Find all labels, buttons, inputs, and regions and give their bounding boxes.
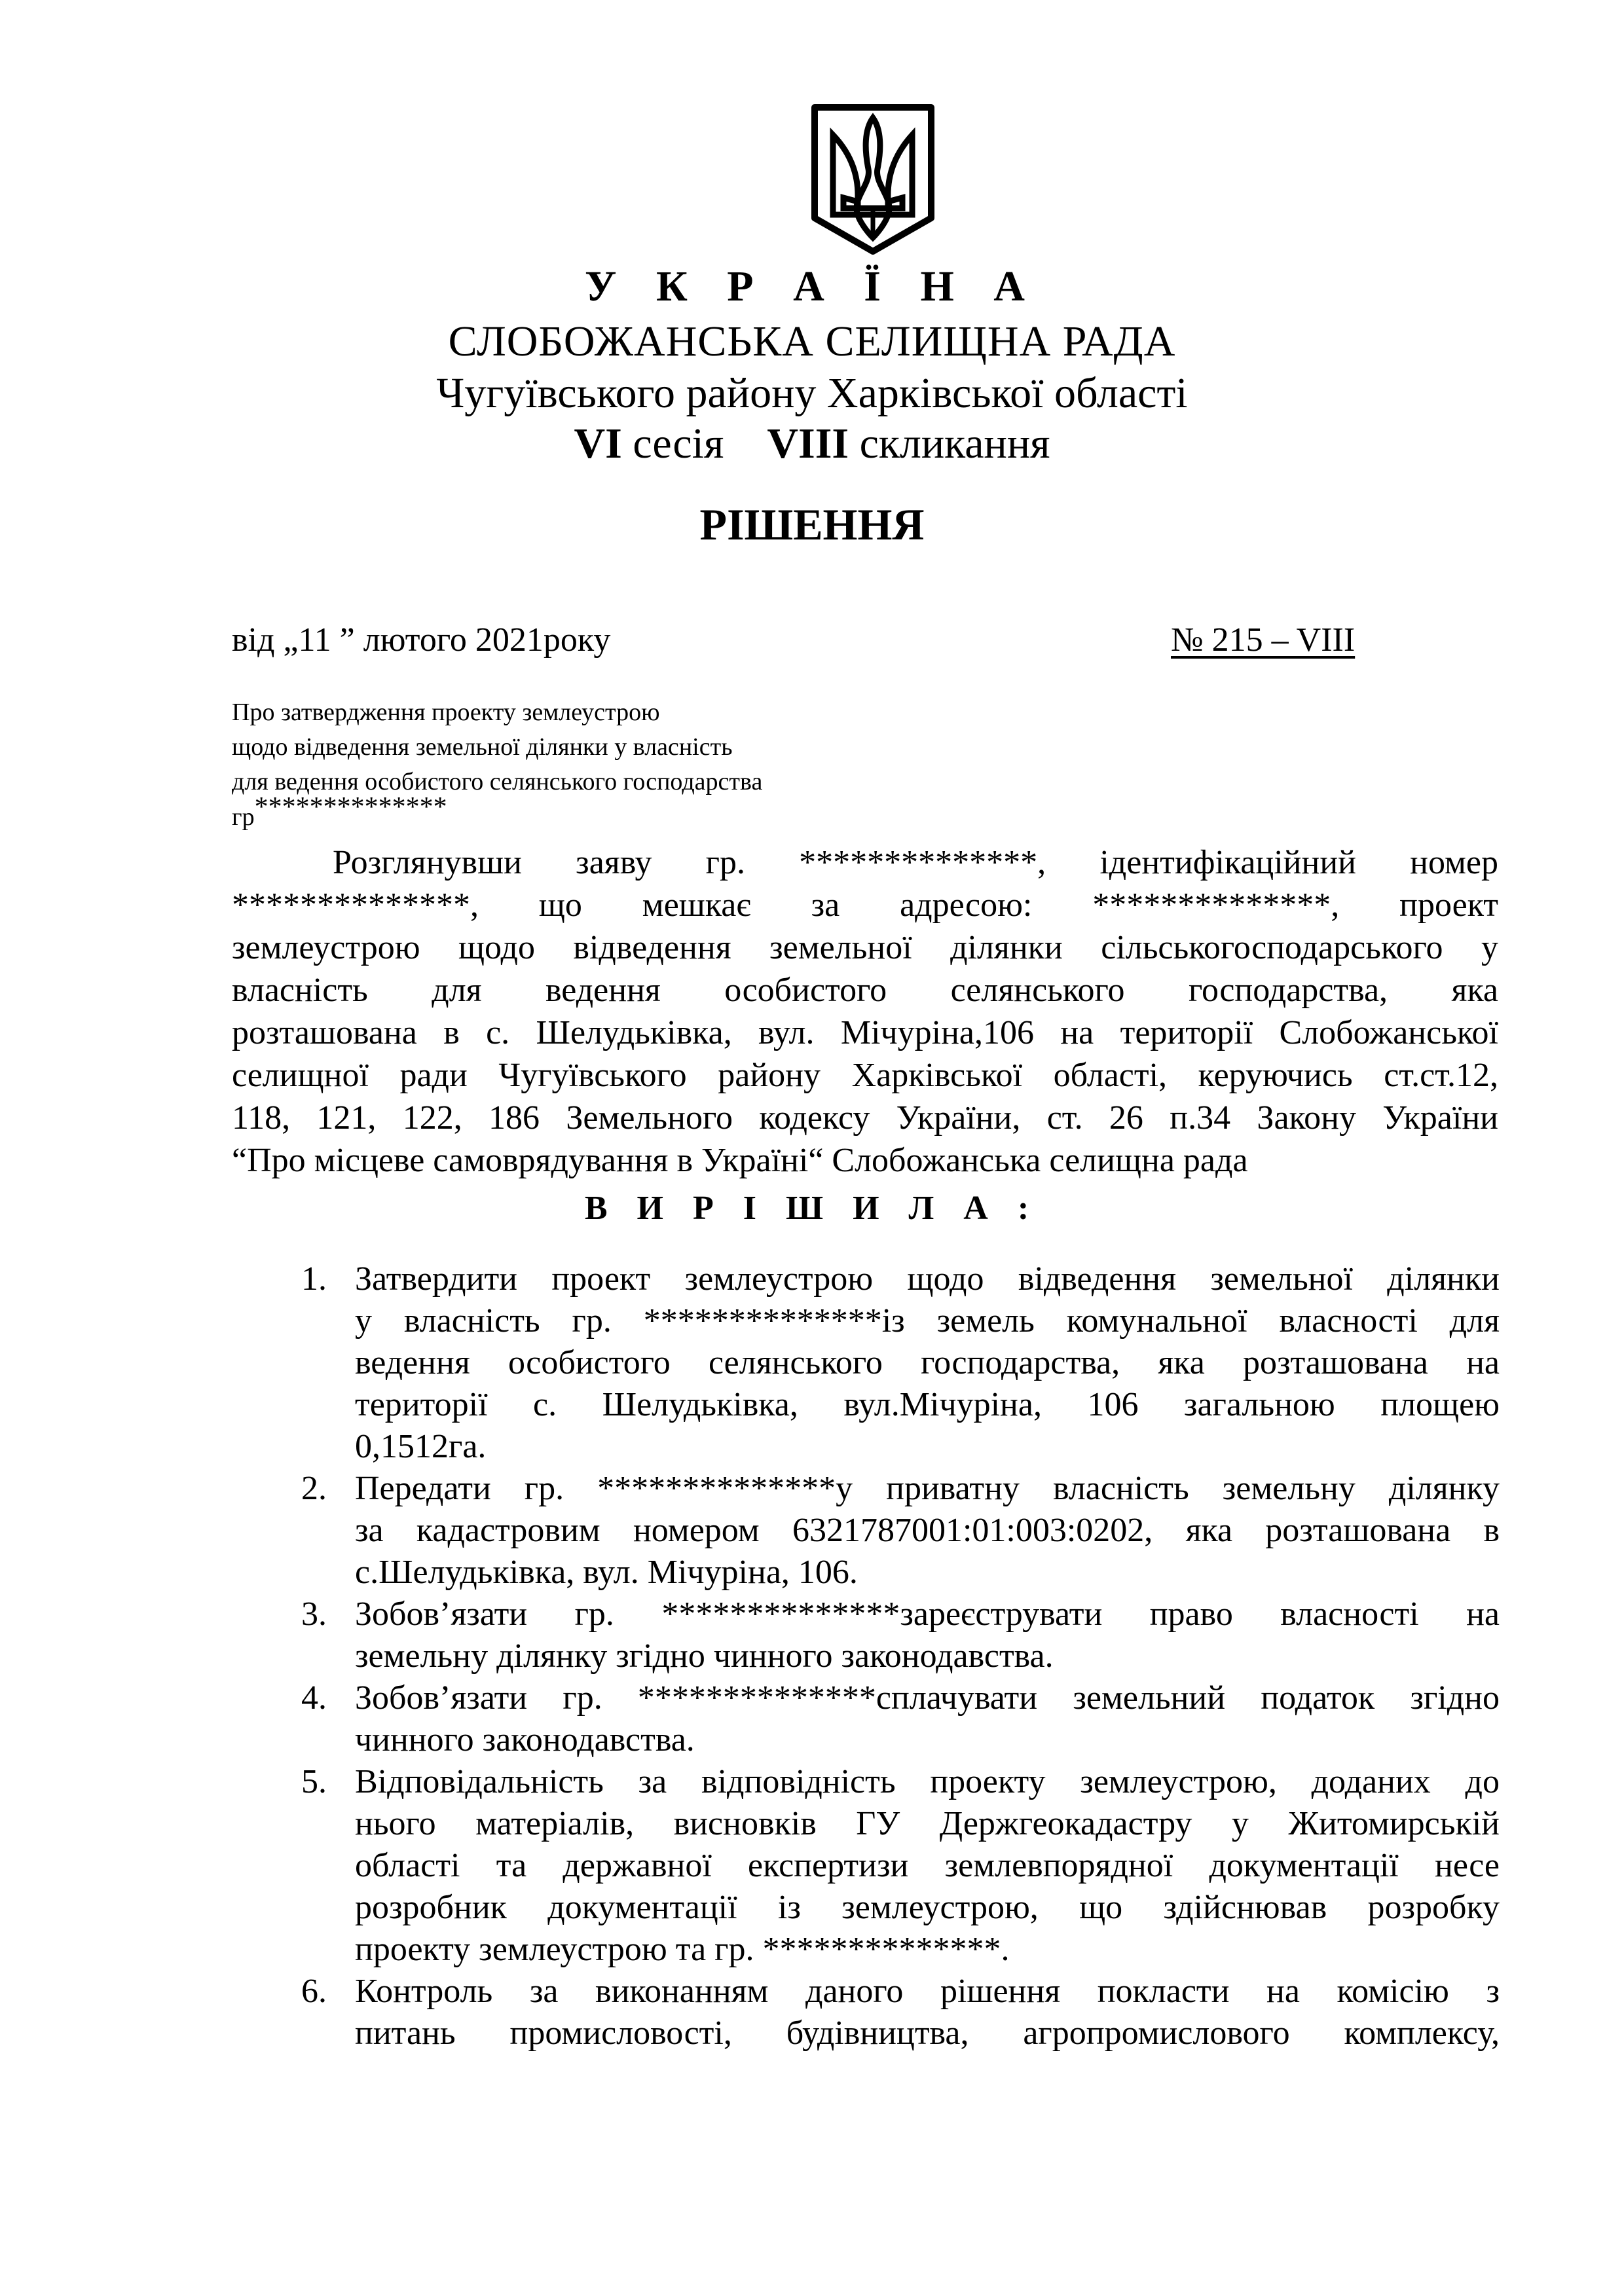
item-line: Зобов’язати гр. **************зареєструвати право власності на: [355, 1595, 1500, 1633]
redacted-name: **************: [254, 792, 447, 822]
item-line: Відповідальність за відповідність проекту землеустрою, доданих до: [355, 1763, 1500, 1800]
item-line: області та державної експертизи землевпорядної документації несе: [355, 1847, 1500, 1884]
decision-date: від „11 ” лютого 2021року: [232, 621, 611, 659]
preamble-line: власність для ведення особистого селянського господарства, яка: [232, 972, 1498, 1009]
resolution-item: [301, 1677, 1500, 1761]
item-line: розробник документації із землеустрою, що здійснював розробку: [355, 1889, 1500, 1926]
session-label: сесія: [633, 420, 724, 467]
item-line: території с. Шелудьківка, вул.Мічуріна, 106 загальною площею: [355, 1386, 1500, 1423]
subject-line: [232, 792, 762, 835]
preamble-line: землеустрою щодо відведення земельної ділянки сільськогосподарського у: [232, 929, 1498, 966]
subject-line: Про затвердження проекту землеустрою: [232, 699, 660, 726]
item-line: нього матеріалів, висновків ГУ Держгеокадастру у Житомирській: [355, 1805, 1500, 1842]
resolution-item: [301, 1761, 1500, 1971]
preamble-line: селищної ради Чугуївського району Харківської області, керуючись ст.ст.12,: [232, 1057, 1498, 1094]
subject-line: для ведення особистого селянського господарства: [232, 768, 763, 795]
document-type-title: РІШЕННЯ: [699, 500, 925, 549]
item-line: ведення особистого селянського господарства, яка розташована на: [355, 1344, 1500, 1381]
council-name: СЛОБОЖАНСЬКА СЕЛИЩНА РАДА: [448, 318, 1176, 365]
item-line: земельну ділянку згідно чинного законодавства.: [355, 1637, 1054, 1675]
item-number: 4.: [301, 1679, 327, 1717]
country-heading: У К Р А Ї Н А: [585, 263, 1039, 310]
preamble: [232, 841, 1498, 1182]
subject-prefix: гр: [232, 803, 255, 831]
resolved-heading: В И Р І Ш И Л А :: [584, 1190, 1040, 1227]
decision-number: № 215 – VIII: [1171, 621, 1356, 659]
item-line: за кадастровим номером 6321787001:01:003:0202, яка розташована в: [355, 1512, 1500, 1549]
session-number: VI: [574, 420, 622, 467]
item-line: Затвердити проект землеустрою щодо відведення земельної ділянки: [355, 1260, 1500, 1298]
preamble-line: 118, 121, 122, 186 Земельного кодексу України, ст. 26 п.34 Закону України: [232, 1099, 1498, 1137]
resolution-item: [301, 1594, 1500, 1677]
resolution-item: [301, 1258, 1500, 1468]
convocation-label: скликання: [859, 420, 1050, 467]
item-number: 2.: [301, 1470, 327, 1507]
item-number: 6.: [301, 1973, 327, 2010]
preamble-line: Розглянувши заяву гр. **************, ідентифікаційний номер: [333, 844, 1498, 881]
item-line: Контроль за виконанням даного рішення покласти на комісію з: [355, 1973, 1500, 2010]
item-line: у власність гр. **************із земель комунальної власності для: [355, 1302, 1500, 1339]
item-line: Зобов’язати гр. **************сплачувати земельний податок згідно: [355, 1679, 1500, 1717]
preamble-line: “Про місцеве самоврядування в Україні“ Слобожанська селищна рада: [232, 1142, 1248, 1179]
item-line: 0,1512га.: [355, 1428, 487, 1465]
decision-subject: [232, 695, 762, 835]
trident-coat-of-arms-icon: [811, 103, 935, 255]
district-region: Чугуївського району Харківської області: [436, 369, 1188, 417]
resolution-item: [301, 1468, 1500, 1594]
resolution-item: [301, 1971, 1500, 2054]
item-line: с.Шелудьківка, вул. Мічуріна, 106.: [355, 1554, 858, 1591]
item-number: 1.: [301, 1260, 327, 1298]
item-number: 3.: [301, 1595, 327, 1633]
convocation-number: VIII: [767, 420, 849, 467]
preamble-line: **************, що мешкає за адресою: **************, проект: [232, 886, 1498, 924]
item-line: Передати гр. **************у приватну власність земельну ділянку: [355, 1470, 1500, 1507]
item-number: 5.: [301, 1763, 327, 1800]
preamble-line: розташована в с. Шелудьківка, вул. Мічуріна,106 на території Слобожанської: [232, 1014, 1498, 1051]
item-line: питань промисловості, будівництва, агропромислового комплексу,: [355, 2014, 1500, 2052]
item-line: чинного законодавства.: [355, 1721, 695, 1758]
resolution-list: [301, 1258, 1500, 2054]
session-line: [0, 419, 1624, 469]
item-line: проекту землеустрою та гр. **************.: [355, 1931, 1010, 1968]
subject-line: щодо відведення земельної ділянки у власність: [232, 733, 733, 761]
